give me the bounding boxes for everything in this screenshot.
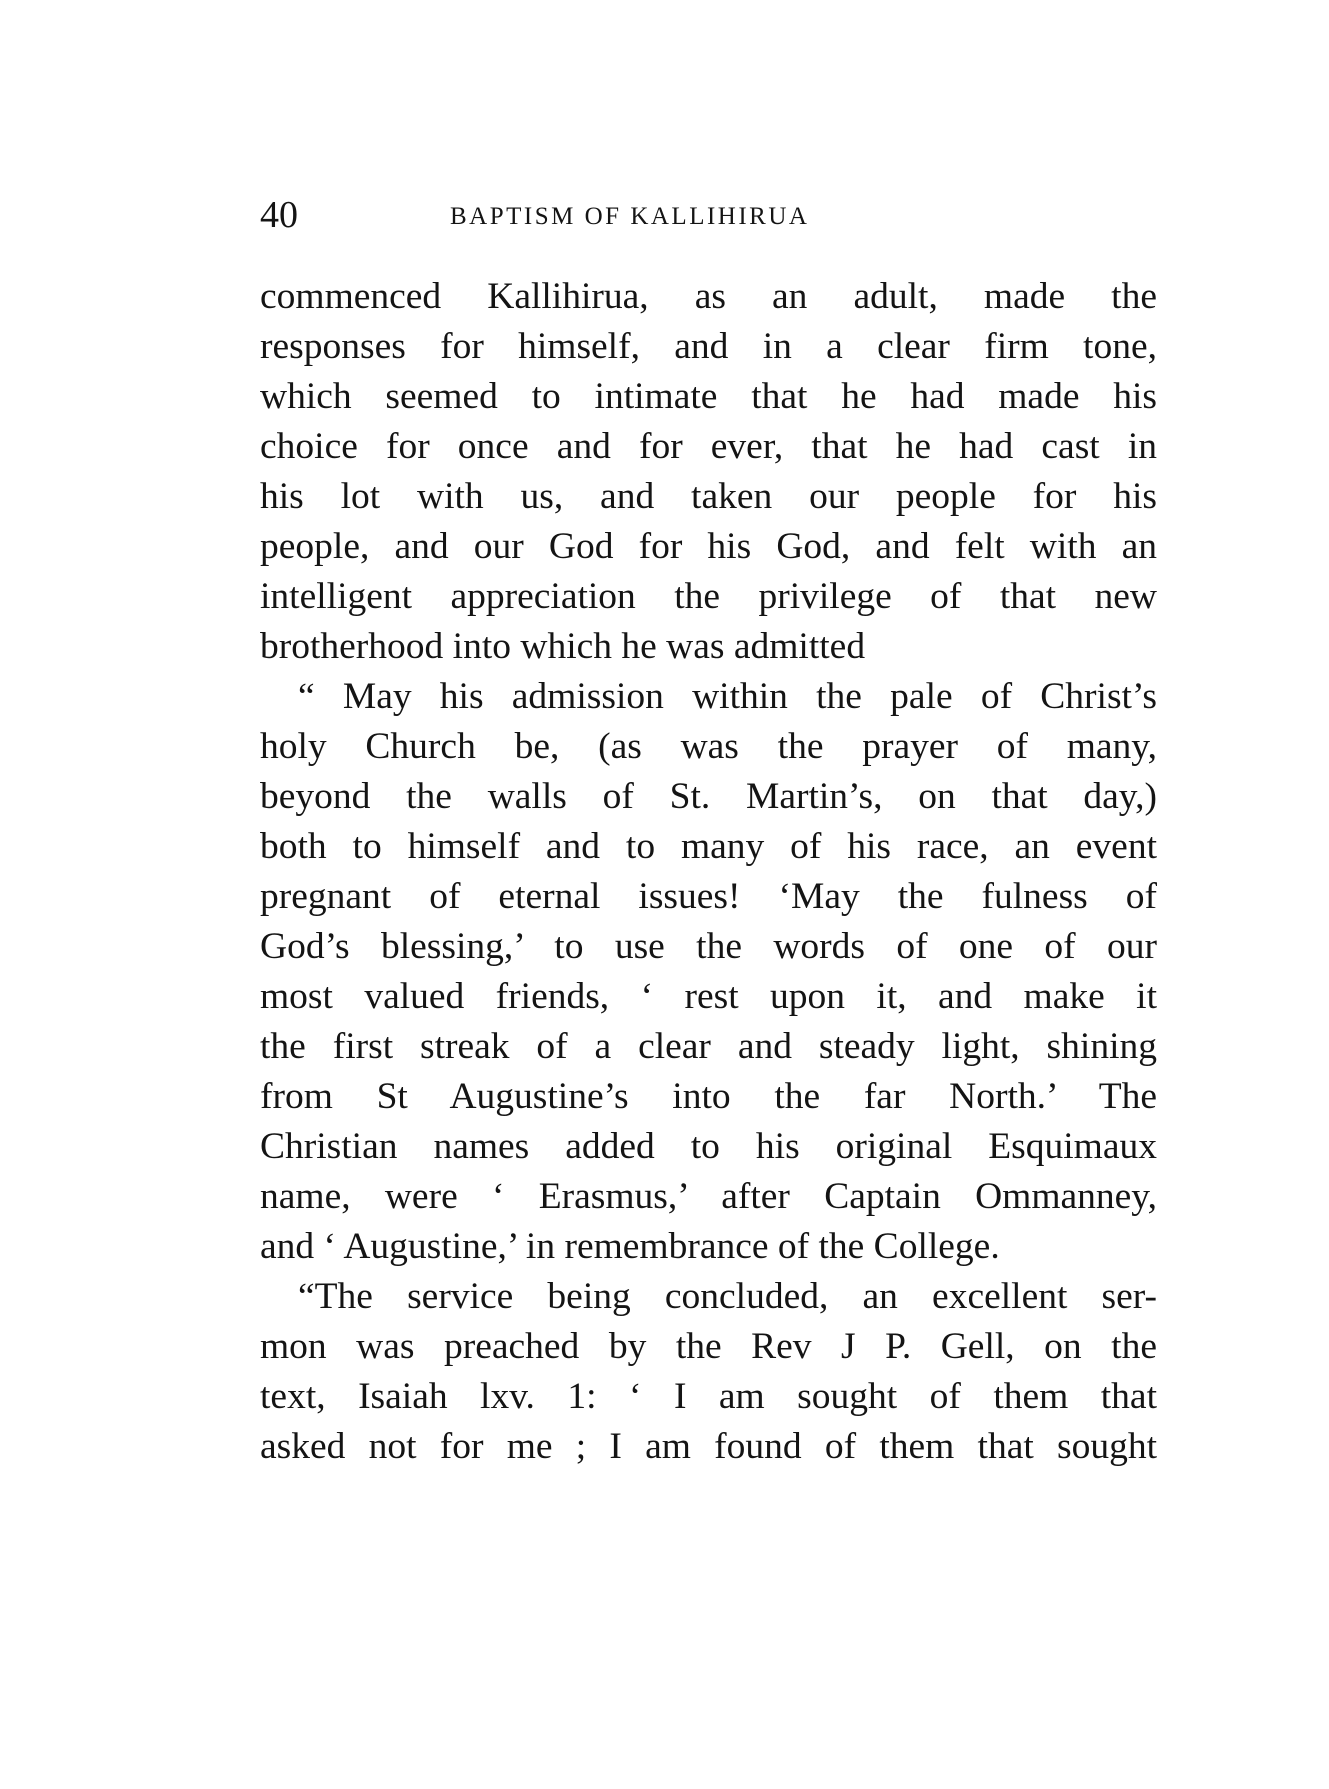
text-line: from St Augustine’s into the far North.’ The [260,1076,1157,1117]
text-line: intelligent appreciation the privilege of that new [260,576,1157,617]
text-line: both to himself and to many of his race, an event [260,826,1157,867]
text-line: which seemed to intimate that he had made his [260,376,1157,417]
text-line: name, were ‘ Erasmus,’ after Captain Ommanney, [260,1176,1157,1217]
text-line: holy Church be, (as was the prayer of many, [260,726,1157,767]
text-line: his lot with us, and taken our people for his [260,476,1157,517]
text-line: people, and our God for his God, and felt with an [260,526,1157,567]
text-line: commenced Kallihirua, as an adult, made the [260,276,1157,317]
text-line: beyond the walls of St. Martin’s, on that day,) [260,776,1157,817]
text-line: “The service being concluded, an excellent ser- [298,1276,1157,1317]
running-title: BAPTISM OF KALLIHIRUA [450,203,810,230]
page-number: 40 [260,194,298,236]
text-line: choice for once and for ever, that he had cast in [260,426,1157,467]
body-text [260,272,1157,1472]
text-line: God’s blessing,’ to use the words of one of our [260,926,1157,967]
text-line: “ May his admission within the pale of Christ’s [298,676,1157,717]
text-line: asked not for me ; I am found of them that sought [260,1426,1157,1467]
text-line: and ‘ Augustine,’ in remembrance of the College. [260,1226,1000,1267]
text-line: Christian names added to his original Esquimaux [260,1126,1157,1167]
text-line: responses for himself, and in a clear firm tone, [260,326,1157,367]
running-head [260,190,1157,240]
text-line: most valued friends, ‘ rest upon it, and make it [260,976,1157,1017]
text-line: the first streak of a clear and steady light, shining [260,1026,1157,1067]
text-line: mon was preached by the Rev J P. Gell, on the [260,1326,1157,1367]
text-line: brotherhood into which he was admitted [260,626,866,667]
text-line: text, Isaiah lxv. 1: ‘ I am sought of them that [260,1376,1157,1417]
text-line: pregnant of eternal issues! ‘May the fulness of [260,876,1157,917]
